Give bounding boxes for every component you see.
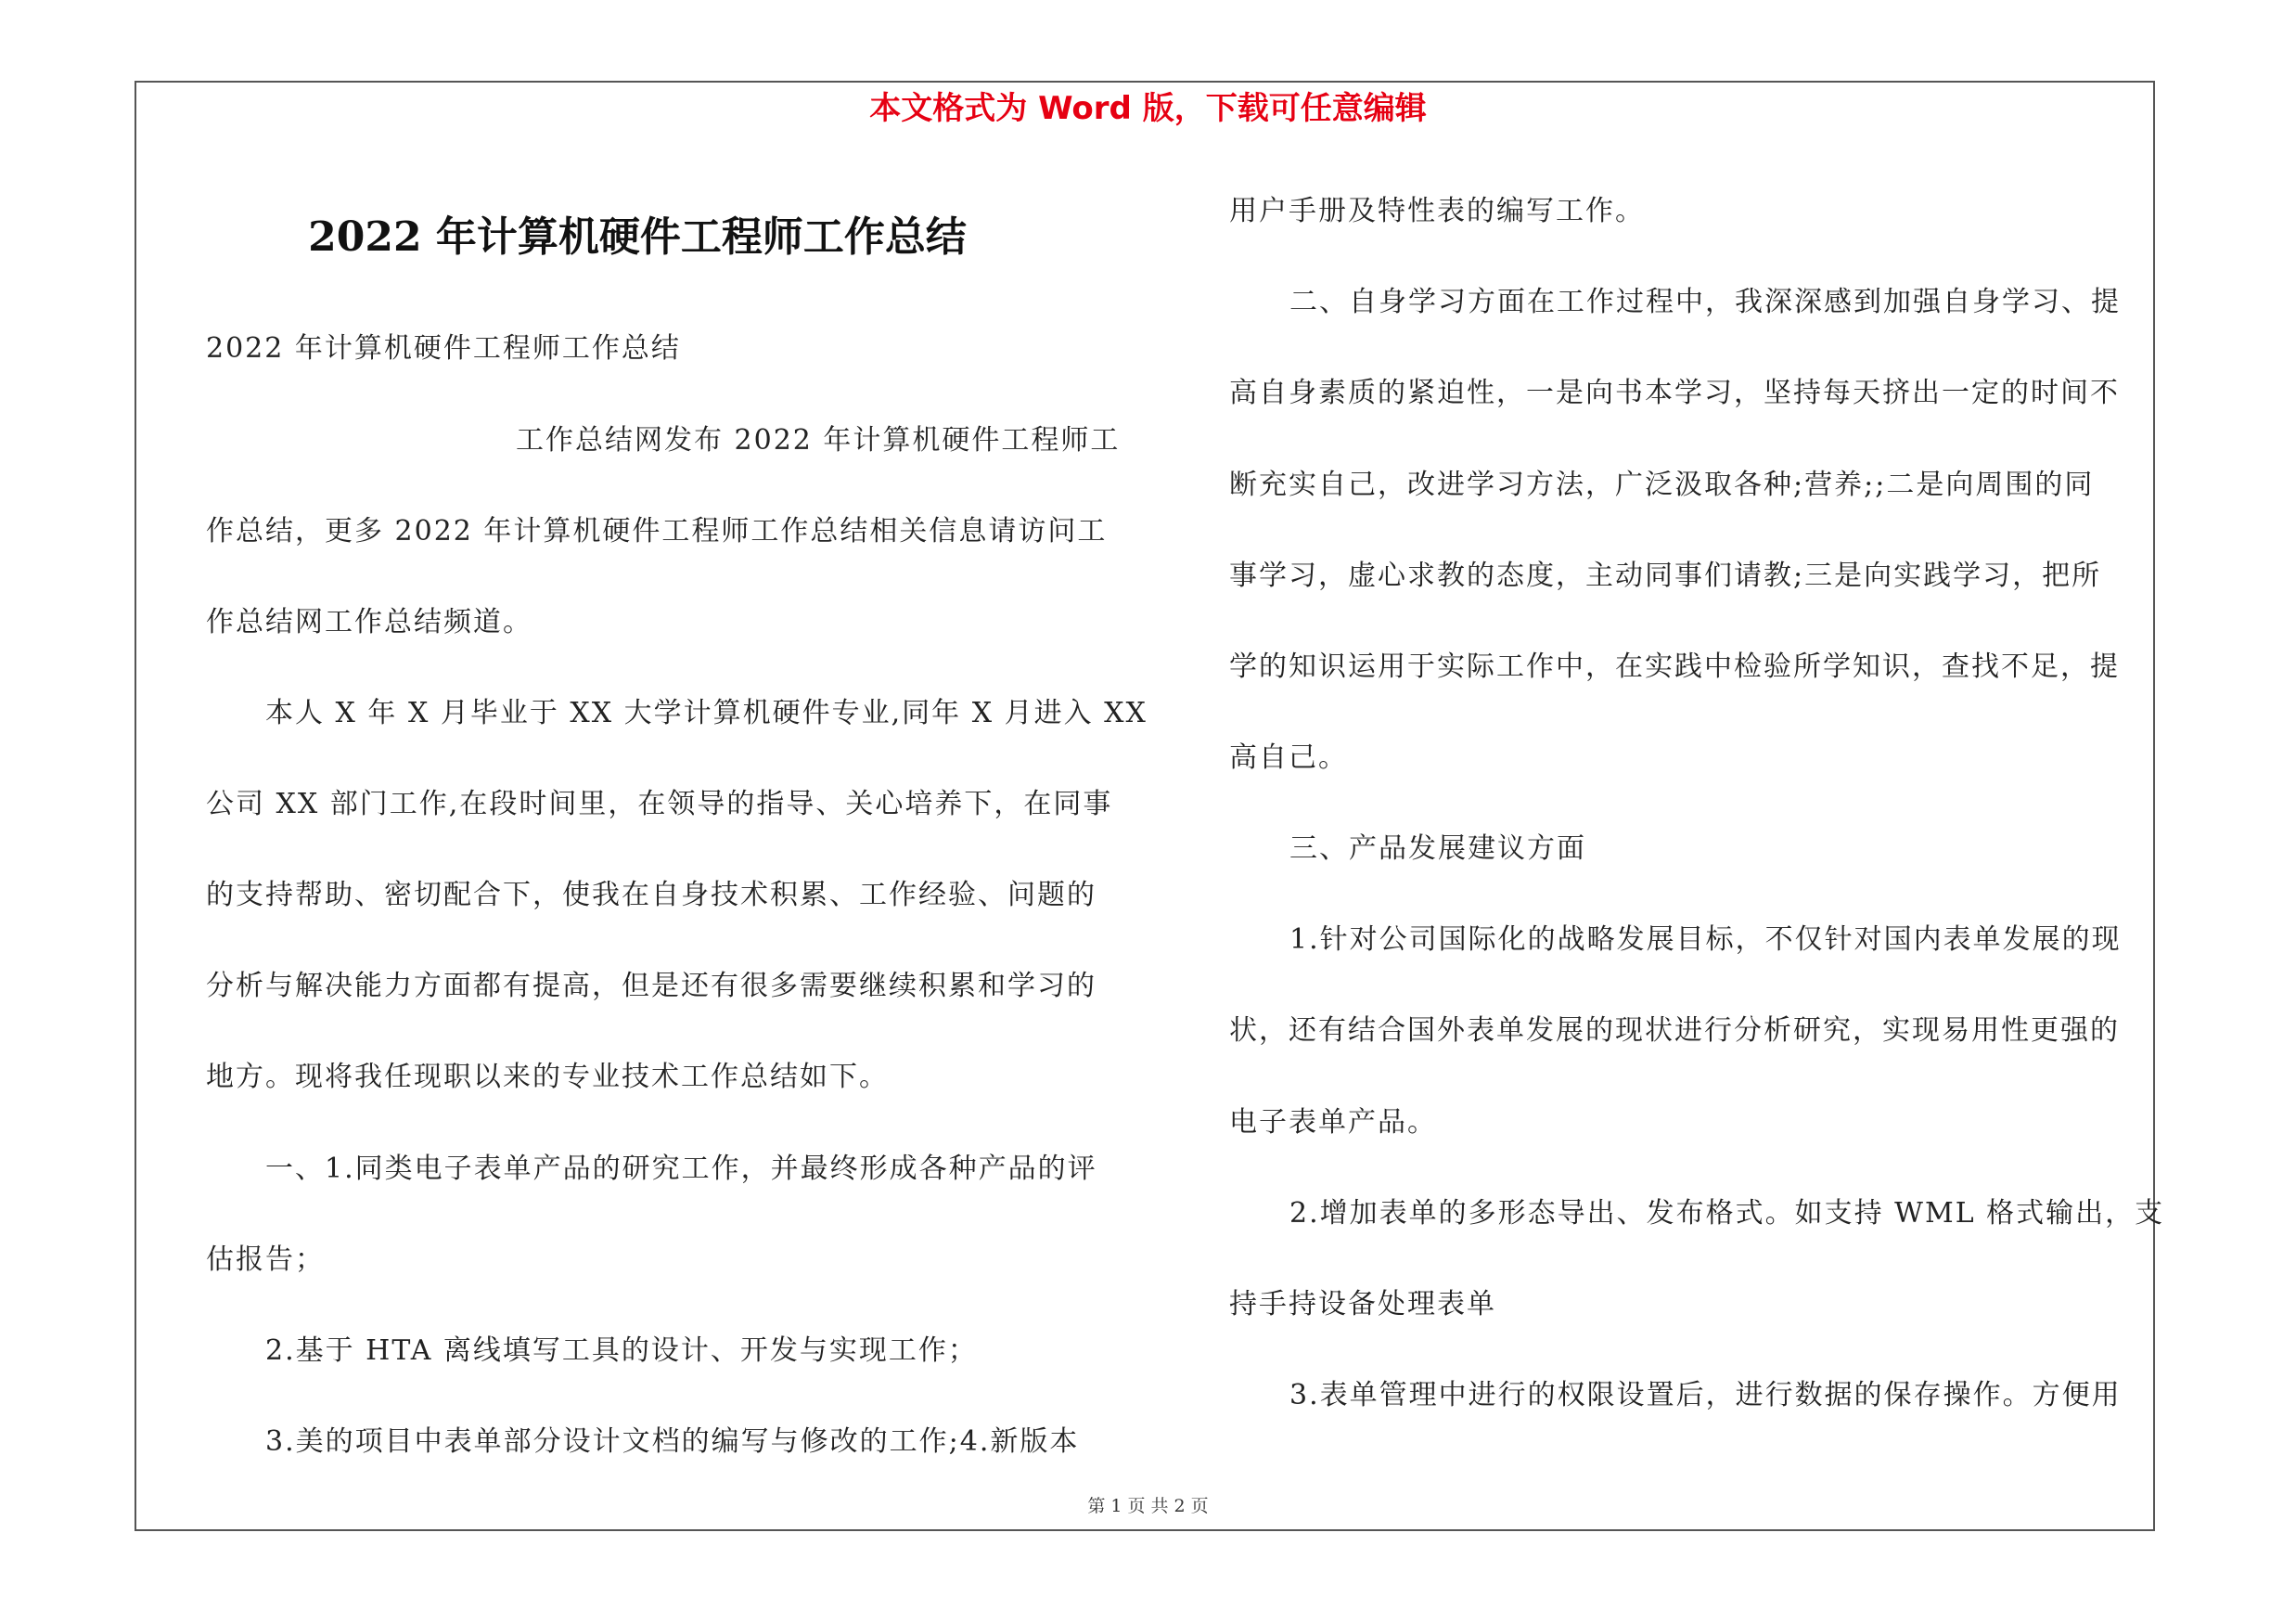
right-line: 事学习，虚心求教的态度，主动同事们请教;三是向实践学习，把所 (1229, 560, 2102, 592)
left-line: 公司 XX 部门工作,在段时间里，在领导的指导、关心培养下，在同事 (206, 788, 1113, 820)
right-line-heading: 三、产品发展建议方面 (1289, 832, 1586, 865)
document-title: 2022 年计算机硬件工程师工作总结 (308, 213, 967, 261)
left-line: 的支持帮助、密切配合下，使我在自身技术积累、工作经验、问题的 (206, 879, 1097, 911)
left-line: 一、1.同类电子表单产品的研究工作，并最终形成各种产品的评 (265, 1153, 1097, 1185)
left-line: 估报告； (206, 1243, 325, 1276)
left-line: 工作总结网发布 2022 年计算机硬件工程师工 (516, 424, 1121, 457)
left-line: 作总结，更多 2022 年计算机硬件工程师工作总结相关信息请访问工 (206, 515, 1108, 547)
page-footer: 第 1 页 共 2 页 (1087, 1496, 1209, 1516)
right-line: 用户手册及特性表的编写工作。 (1229, 195, 1645, 227)
left-line: 作总结网工作总结频道。 (206, 606, 532, 638)
right-line: 1.针对公司国际化的战略发展目标，不仅针对国内表单发展的现 (1289, 923, 2122, 956)
right-line: 2.增加表单的多形态导出、发布格式。如支持 WML 格式输出，支 (1289, 1197, 2165, 1230)
left-line-subtitle: 2022 年计算机硬件工程师工作总结 (206, 332, 681, 365)
right-line: 高自己。 (1229, 741, 1348, 774)
left-line: 3.美的项目中表单部分设计文档的编写与修改的工作;4.新版本 (265, 1425, 1080, 1458)
right-line: 电子表单产品。 (1229, 1106, 1437, 1139)
left-line: 本人 X 年 X 月毕业于 XX 大学计算机硬件专业,同年 X 月进入 XX (265, 697, 1148, 729)
format-banner: 本文格式为 Word 版，下载可任意编辑 (869, 90, 1427, 127)
right-line: 断充实自己，改进学习方法，广泛汲取各种;营养;;二是向周围的同 (1229, 469, 2095, 501)
right-line: 高自身素质的紧迫性，一是向书本学习，坚持每天挤出一定的时间不 (1229, 377, 2120, 409)
right-line: 持手持设备处理表单 (1229, 1288, 1496, 1320)
right-line: 3.表单管理中进行的权限设置后，进行数据的保存操作。方便用 (1289, 1379, 2122, 1411)
left-line: 地方。现将我任现职以来的专业技术工作总结如下。 (206, 1061, 889, 1093)
right-line: 学的知识运用于实际工作中，在实践中检验所学知识，查找不足，提 (1229, 650, 2120, 683)
left-line: 分析与解决能力方面都有提高，但是还有很多需要继续积累和学习的 (206, 970, 1097, 1002)
right-line: 二、自身学习方面在工作过程中，我深深感到加强自身学习、提 (1289, 286, 2121, 318)
left-line: 2.基于 HTA 离线填写工具的设计、开发与实现工作； (265, 1334, 978, 1367)
right-line: 状，还有结合国外表单发展的现状进行分析研究，实现易用性更强的 (1229, 1014, 2120, 1047)
